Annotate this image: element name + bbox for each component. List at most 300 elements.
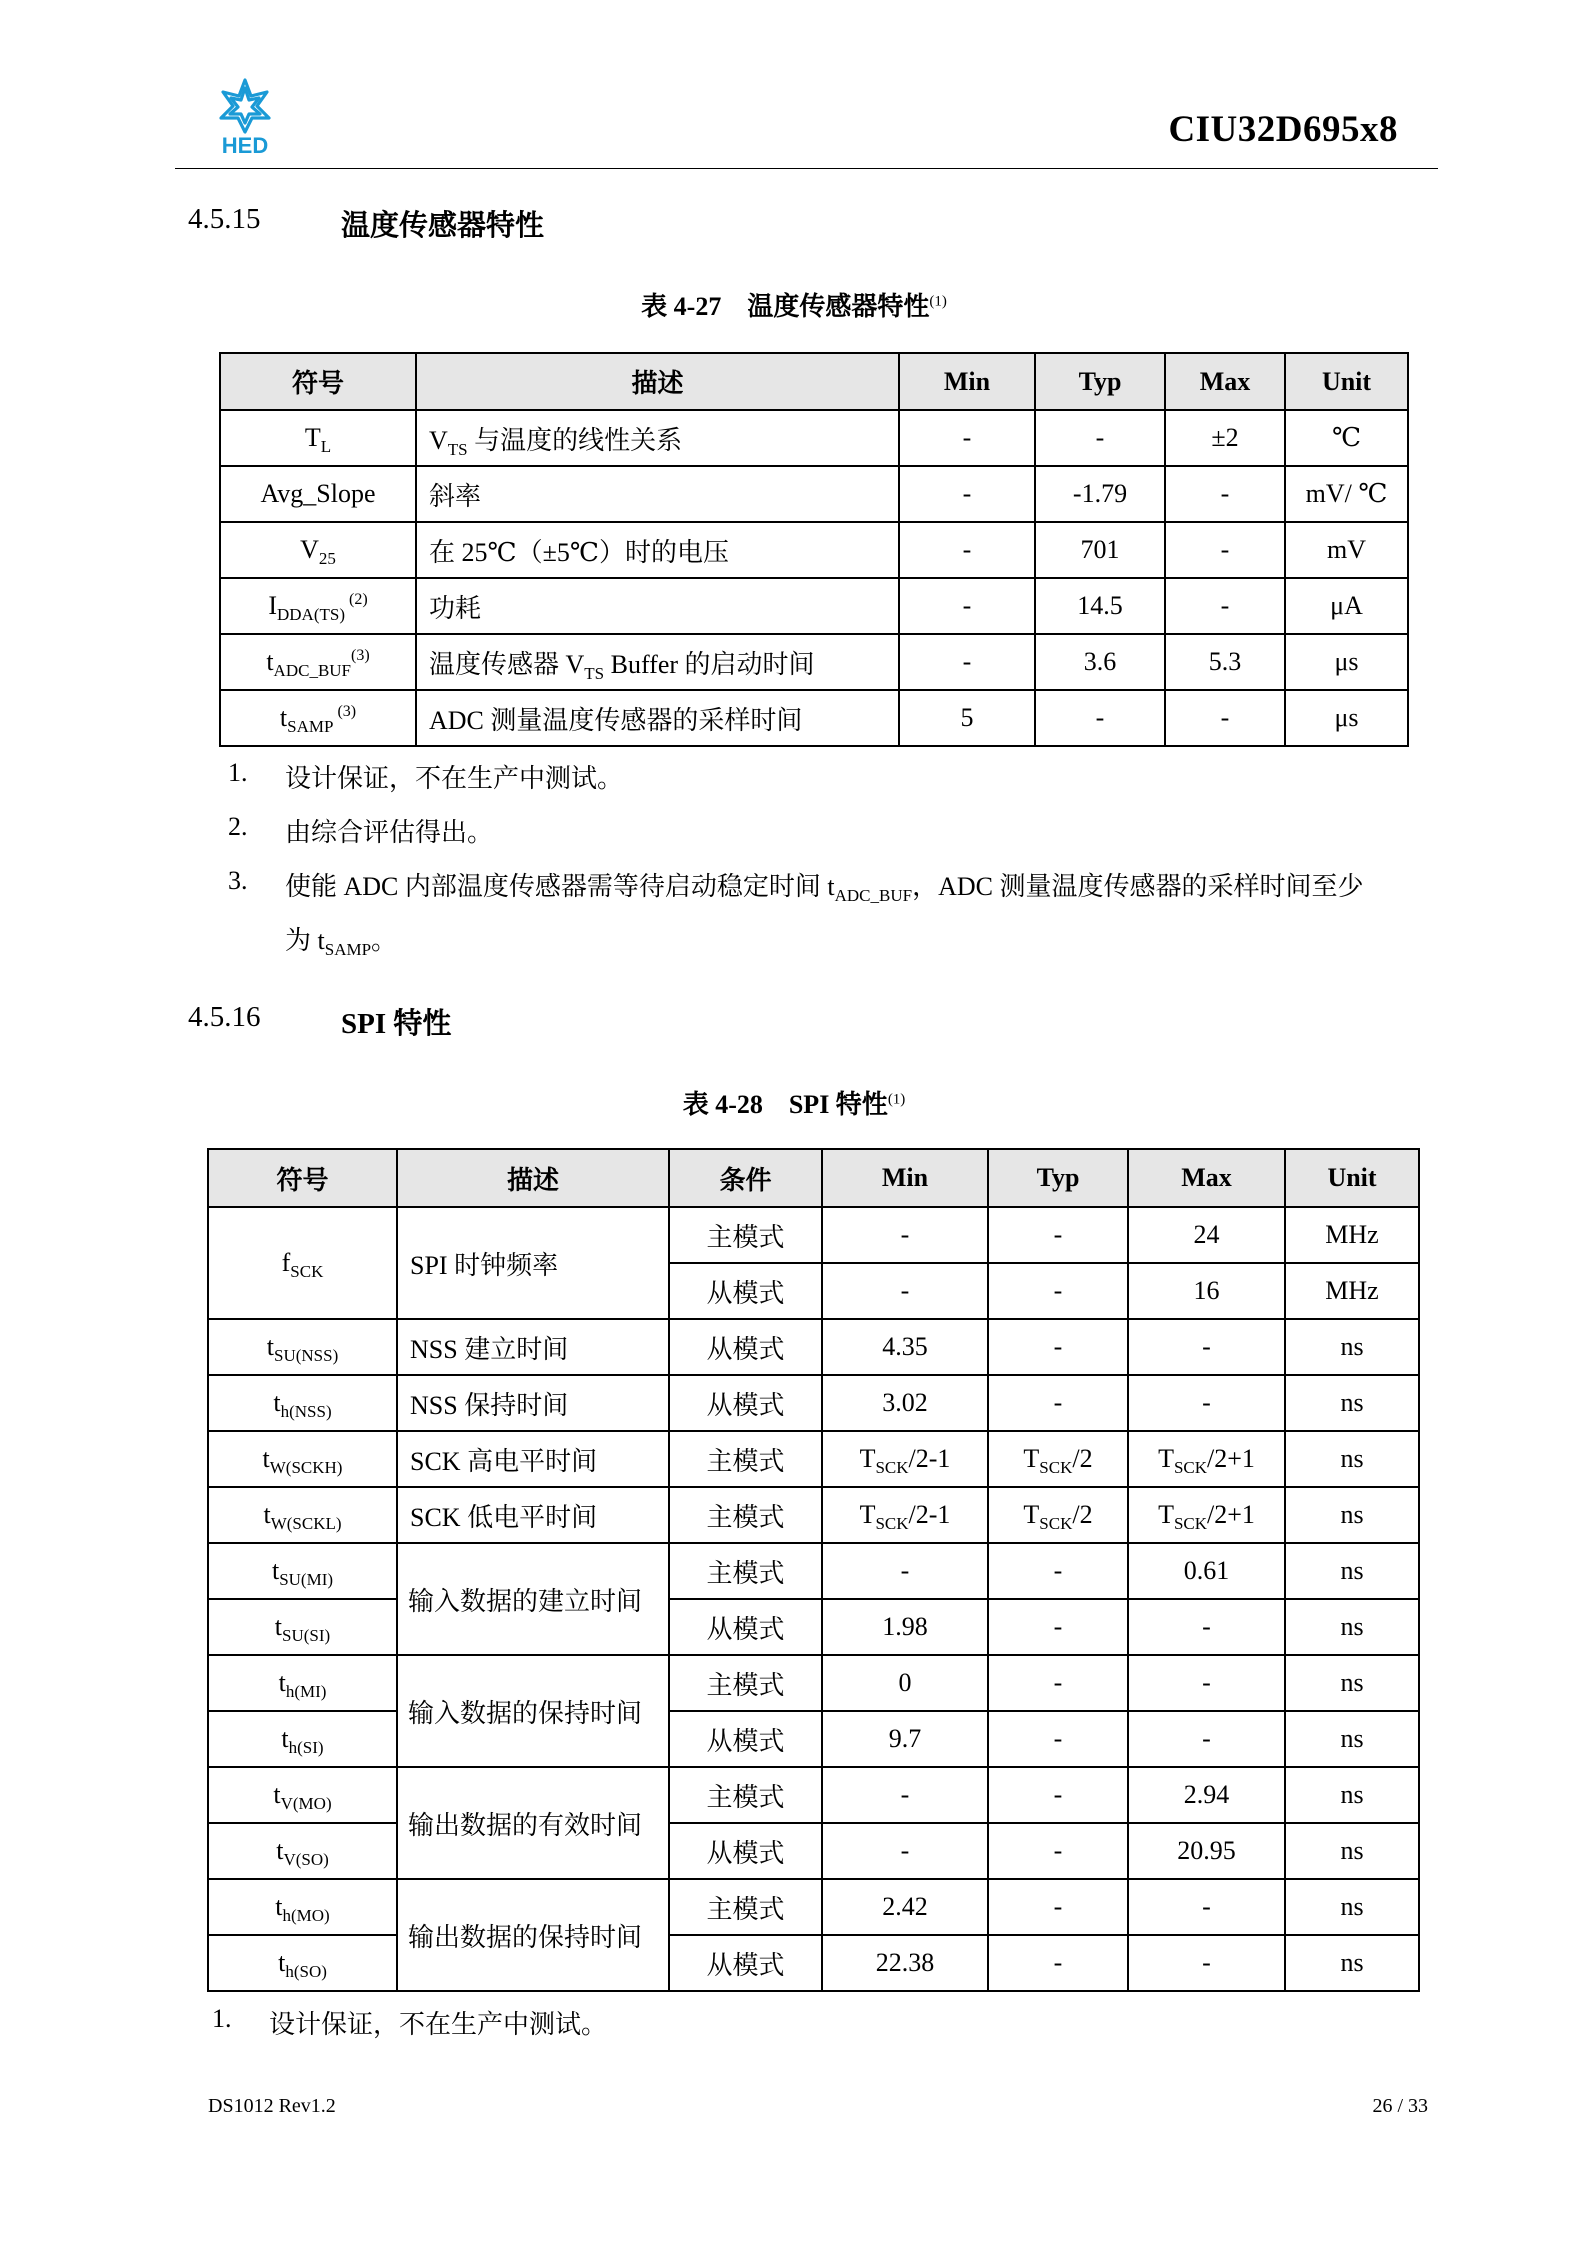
typ-cell: -	[1035, 410, 1165, 466]
unit-cell: μs	[1285, 690, 1408, 746]
min-cell: -	[899, 410, 1035, 466]
condition-cell: 从模式	[669, 1711, 822, 1767]
typ-cell	[988, 1711, 1128, 1767]
symbol-base: t	[273, 1780, 281, 1809]
max-value: -	[1202, 1724, 1211, 1753]
min-cell	[822, 1935, 988, 1991]
table-row	[208, 1319, 1419, 1375]
typ-cell: 3.6	[1035, 634, 1165, 690]
max-cell	[1128, 1879, 1285, 1935]
typ-value: -	[1053, 1332, 1063, 1361]
symbol-cell	[208, 1935, 397, 1991]
symbol-base: t	[279, 703, 288, 732]
condition-cell: 主模式	[669, 1207, 822, 1263]
footnote-number: 3.	[228, 866, 248, 895]
table-row	[208, 1823, 1419, 1879]
symbol-cell	[208, 1711, 397, 1767]
min-cell	[822, 1375, 988, 1431]
min-cell	[822, 1879, 988, 1935]
max-cell	[1128, 1599, 1285, 1655]
unit-cell: ns	[1285, 1487, 1419, 1543]
max-cell: -	[1165, 466, 1285, 522]
symbol-cell	[220, 578, 416, 634]
footer-doc-id: DS1012 Rev1.2	[208, 2095, 336, 2117]
typ-subscript: SCK	[1039, 1514, 1073, 1533]
description-cell: 输出数据的保持时间	[397, 1879, 669, 1991]
description-cell: SCK 高电平时间	[397, 1431, 669, 1487]
symbol-subscript: h(SI)	[288, 1738, 324, 1757]
symbol-subscript: W(SCKL)	[270, 1514, 342, 1533]
min-suffix: /2-1	[908, 1444, 951, 1473]
symbol-base: Avg_Slope	[260, 479, 376, 508]
description-cell: 输出数据的有效时间	[397, 1767, 669, 1879]
min-cell	[822, 1711, 988, 1767]
table-row	[220, 634, 1408, 690]
description-subscript: TS	[584, 663, 605, 683]
table-row	[208, 1767, 1419, 1823]
symbol-cell	[208, 1543, 397, 1599]
max-value: 0.61	[1183, 1556, 1230, 1585]
section-number: 4.5.15	[188, 203, 261, 235]
condition-cell: 主模式	[669, 1431, 822, 1487]
min-value: 4.35	[882, 1332, 928, 1361]
unit-cell: ns	[1285, 1543, 1419, 1599]
min-cell	[822, 1823, 988, 1879]
max-cell	[1128, 1655, 1285, 1711]
footnote-number: 1.	[228, 758, 248, 787]
unit-cell: μs	[1285, 634, 1408, 690]
unit-cell: ns	[1285, 1599, 1419, 1655]
symbol-base: t	[274, 1612, 283, 1641]
symbol-base: t	[266, 647, 274, 676]
section-title: 温度传感器特性	[341, 210, 545, 242]
typ-cell: 14.5	[1035, 578, 1165, 634]
min-value: -	[900, 1780, 910, 1809]
condition-cell: 从模式	[669, 1375, 822, 1431]
symbol-base: t	[278, 1948, 286, 1977]
column-header: 符号	[220, 353, 416, 410]
typ-value: -	[1053, 1220, 1063, 1249]
symbol-subscript: L	[320, 437, 332, 456]
symbol-footnote-ref: (3)	[333, 703, 357, 720]
symbol-base: t	[276, 1836, 284, 1865]
column-header: Typ	[1035, 353, 1165, 410]
column-header: Min	[822, 1149, 988, 1207]
condition-cell: 从模式	[669, 1319, 822, 1375]
description-cell: NSS 保持时间	[397, 1375, 669, 1431]
table-caption-4-28	[0, 1084, 1588, 1121]
max-cell	[1128, 1711, 1285, 1767]
footnote-2	[228, 812, 1428, 852]
column-header: Unit	[1285, 353, 1408, 410]
typ-value: -	[1053, 1948, 1063, 1977]
spi-footnote-1	[212, 2004, 1012, 2044]
footnote-text-part: ，ADC 测量温度传感器的采样时间至少	[912, 872, 1364, 901]
min-cell	[822, 1767, 988, 1823]
table-caption-4-27	[0, 286, 1588, 323]
symbol-subscript: SCK	[290, 1262, 324, 1281]
table-row	[208, 1599, 1419, 1655]
column-header: 条件	[669, 1149, 822, 1207]
column-header: Max	[1128, 1149, 1285, 1207]
min-value: 2.42	[882, 1892, 928, 1921]
typ-value: -	[1053, 1388, 1063, 1417]
condition-cell: 从模式	[669, 1599, 822, 1655]
typ-value: -	[1053, 1668, 1063, 1697]
section-heading-4-5-15	[188, 203, 788, 243]
symbol-cell	[208, 1823, 397, 1879]
typ-value: T	[1023, 1444, 1040, 1473]
symbol-subscript: DDA(TS)	[277, 605, 345, 624]
condition-cell: 主模式	[669, 1879, 822, 1935]
caption-text: 表 4-27 温度传感器特性	[641, 292, 930, 321]
description-text: Buffer 的启动时间	[604, 649, 815, 679]
description-cell	[416, 522, 899, 578]
min-value: -	[900, 1220, 910, 1249]
symbol-cell	[208, 1431, 397, 1487]
condition-cell: 从模式	[669, 1823, 822, 1879]
symbol-subscript: h(MI)	[285, 1682, 327, 1701]
logo-text: HED	[221, 133, 269, 156]
typ-cell: 701	[1035, 522, 1165, 578]
max-value: -	[1202, 1388, 1211, 1417]
max-subscript: SCK	[1173, 1514, 1208, 1533]
symbol-base: t	[266, 1332, 274, 1361]
caption-note-ref: (1)	[929, 293, 947, 310]
symbol-subscript: V(SO)	[283, 1850, 329, 1869]
section-title: SPI 特性	[341, 1008, 452, 1040]
header-divider	[175, 168, 1438, 169]
symbol-base: t	[262, 1444, 270, 1473]
table-row	[220, 690, 1408, 746]
table-row	[208, 1431, 1419, 1487]
symbol-subscript: SU(NSS)	[273, 1346, 339, 1365]
max-cell: -	[1165, 522, 1285, 578]
table-row	[208, 1375, 1419, 1431]
symbol-base: V	[300, 535, 319, 564]
max-cell: 5.3	[1165, 634, 1285, 690]
typ-cell	[988, 1207, 1128, 1263]
max-value: T	[1158, 1500, 1174, 1529]
description-subscript: TS	[447, 439, 468, 459]
min-cell	[822, 1207, 988, 1263]
symbol-base: I	[268, 591, 277, 620]
symbol-base: t	[263, 1500, 271, 1529]
symbol-cell	[208, 1655, 397, 1711]
max-cell	[1128, 1319, 1285, 1375]
max-cell	[1128, 1487, 1285, 1543]
unit-cell: ns	[1285, 1711, 1419, 1767]
max-value: -	[1202, 1892, 1211, 1921]
typ-cell	[988, 1655, 1128, 1711]
typ-value: -	[1053, 1836, 1063, 1865]
typ-cell	[988, 1375, 1128, 1431]
symbol-cell	[208, 1319, 397, 1375]
symbol-cell	[208, 1879, 397, 1935]
symbol-subscript: SAMP	[287, 717, 334, 736]
typ-subscript: SCK	[1039, 1458, 1073, 1477]
typ-value: -	[1053, 1780, 1063, 1809]
symbol-cell	[220, 522, 416, 578]
symbol-base: f	[281, 1248, 291, 1277]
condition-cell: 主模式	[669, 1543, 822, 1599]
max-cell	[1128, 1207, 1285, 1263]
symbol-base: T	[304, 423, 321, 452]
unit-cell: ns	[1285, 1375, 1419, 1431]
symbol-base: t	[271, 1556, 280, 1585]
symbol-cell	[208, 1599, 397, 1655]
typ-cell	[988, 1935, 1128, 1991]
unit-cell: ns	[1285, 1319, 1419, 1375]
unit-cell: MHz	[1285, 1207, 1419, 1263]
symbol-subscript: h(MO)	[282, 1906, 330, 1925]
max-value: 20.95	[1177, 1836, 1236, 1865]
typ-cell: -	[1035, 690, 1165, 746]
min-value: T	[859, 1444, 876, 1473]
max-cell: ±2	[1165, 410, 1285, 466]
symbol-cell	[208, 1207, 397, 1319]
table-row	[208, 1935, 1419, 1991]
table-row	[220, 522, 1408, 578]
symbol-cell	[220, 634, 416, 690]
table-row	[220, 466, 1408, 522]
max-value: -	[1202, 1332, 1211, 1361]
min-cell: -	[899, 634, 1035, 690]
description-text: 斜率	[429, 481, 482, 511]
typ-cell	[988, 1263, 1128, 1319]
min-cell: 5	[899, 690, 1035, 746]
table-row	[208, 1207, 1419, 1263]
table-row	[208, 1543, 1419, 1599]
max-value: 16	[1193, 1276, 1220, 1305]
symbol-cell	[208, 1487, 397, 1543]
min-cell	[822, 1263, 988, 1319]
column-header: 描述	[416, 353, 899, 410]
max-cell: -	[1165, 690, 1285, 746]
symbol-base: t	[278, 1668, 286, 1697]
footer-page-number: 26 / 33	[1372, 2095, 1428, 2117]
typ-cell	[988, 1823, 1128, 1879]
max-value: -	[1202, 1668, 1211, 1697]
description-cell	[416, 410, 899, 466]
table-row	[208, 1487, 1419, 1543]
min-cell	[822, 1655, 988, 1711]
footnote-number: 2.	[228, 812, 248, 841]
max-subscript: SCK	[1173, 1458, 1208, 1477]
footnote-3	[228, 866, 1448, 906]
min-value: 22.38	[875, 1948, 935, 1977]
typ-value: -	[1053, 1892, 1063, 1921]
max-value: T	[1158, 1444, 1174, 1473]
unit-cell: ns	[1285, 1655, 1419, 1711]
unit-cell: ns	[1285, 1935, 1419, 1991]
symbol-subscript: h(NSS)	[280, 1402, 332, 1421]
unit-cell: ℃	[1285, 410, 1408, 466]
typ-cell	[988, 1487, 1128, 1543]
footnote-3-continued	[228, 920, 1428, 960]
symbol-cell	[220, 466, 416, 522]
description-cell: NSS 建立时间	[397, 1319, 669, 1375]
symbol-subscript: ADC_BUF	[273, 661, 352, 680]
footnote-text-part: 。	[371, 926, 398, 955]
description-text: 在 25℃（±5℃）时的电压	[429, 537, 729, 567]
max-cell	[1128, 1823, 1285, 1879]
max-cell: -	[1165, 578, 1285, 634]
column-header: 描述	[397, 1149, 669, 1207]
unit-cell: ns	[1285, 1431, 1419, 1487]
max-cell	[1128, 1543, 1285, 1599]
symbol-footnote-ref: (3)	[351, 647, 370, 664]
unit-cell: mV	[1285, 522, 1408, 578]
min-subscript: SCK	[875, 1514, 909, 1533]
max-cell	[1128, 1263, 1285, 1319]
footnote-subscript: ADC_BUF	[834, 886, 913, 905]
column-header: Min	[899, 353, 1035, 410]
typ-cell	[988, 1599, 1128, 1655]
column-header: 符号	[208, 1149, 397, 1207]
max-suffix: /2+1	[1207, 1500, 1255, 1529]
unit-cell: ns	[1285, 1879, 1419, 1935]
description-cell: 输入数据的建立时间	[397, 1543, 669, 1655]
typ-value: -	[1053, 1276, 1063, 1305]
typ-cell	[988, 1879, 1128, 1935]
symbol-subscript: 25	[318, 549, 336, 568]
footnote-subscript: SAMP	[324, 940, 372, 959]
typ-suffix: /2	[1072, 1444, 1093, 1473]
company-logo	[207, 76, 283, 156]
table-row	[208, 1711, 1419, 1767]
column-header: Unit	[1285, 1149, 1419, 1207]
unit-cell: mV/ ℃	[1285, 466, 1408, 522]
footnote-text	[285, 866, 1364, 903]
max-suffix: /2+1	[1207, 1444, 1255, 1473]
description-cell	[416, 578, 899, 634]
table-row	[220, 578, 1408, 634]
typ-value: -	[1053, 1556, 1063, 1585]
footnote-1	[228, 758, 1428, 798]
symbol-cell	[220, 410, 416, 466]
description-cell: SCK 低电平时间	[397, 1487, 669, 1543]
min-value: -	[900, 1836, 910, 1865]
symbol-base: t	[273, 1388, 281, 1417]
section-heading-4-5-16	[188, 1001, 788, 1041]
description-cell	[416, 634, 899, 690]
typ-value: T	[1023, 1500, 1040, 1529]
description-text: 与温度的线性关系	[467, 425, 683, 455]
typ-value: -	[1053, 1612, 1063, 1641]
max-cell	[1128, 1431, 1285, 1487]
condition-cell: 主模式	[669, 1655, 822, 1711]
symbol-cell	[208, 1375, 397, 1431]
min-value: 1.98	[882, 1612, 928, 1641]
description-cell	[416, 690, 899, 746]
min-cell	[822, 1599, 988, 1655]
typ-suffix: /2	[1072, 1500, 1093, 1529]
typ-cell	[988, 1767, 1128, 1823]
column-header: Max	[1165, 353, 1285, 410]
footnote-text: 设计保证，不在生产中测试。	[269, 2010, 608, 2039]
max-cell	[1128, 1375, 1285, 1431]
footnote-text	[285, 920, 397, 957]
typ-cell	[988, 1319, 1128, 1375]
footnote-text: 设计保证，不在生产中测试。	[285, 764, 624, 793]
symbol-cell	[220, 690, 416, 746]
max-cell	[1128, 1767, 1285, 1823]
spi-characteristics-table	[207, 1148, 1420, 1992]
min-cell: -	[899, 522, 1035, 578]
condition-cell: 从模式	[669, 1935, 822, 1991]
min-value: -	[900, 1556, 910, 1585]
min-subscript: SCK	[875, 1458, 909, 1477]
condition-cell: 主模式	[669, 1767, 822, 1823]
typ-cell	[988, 1431, 1128, 1487]
table-row	[208, 1655, 1419, 1711]
condition-cell: 主模式	[669, 1487, 822, 1543]
symbol-subscript: V(MO)	[280, 1794, 332, 1813]
description-prefix: 温度传感器 V	[429, 649, 585, 679]
max-value: 24	[1193, 1220, 1220, 1249]
caption-note-ref: (1)	[887, 1091, 906, 1108]
description-text: ADC 测量温度传感器的采样时间	[429, 705, 803, 735]
table-row	[208, 1879, 1419, 1935]
table-row	[220, 410, 1408, 466]
description-cell	[416, 466, 899, 522]
footnote-number: 1.	[212, 2004, 232, 2033]
min-value: T	[859, 1500, 876, 1529]
min-value: -	[900, 1276, 910, 1305]
table-header-row	[208, 1149, 1419, 1207]
caption-text: 表 4-28 SPI 特性	[682, 1090, 888, 1119]
symbol-subscript: h(SO)	[285, 1962, 327, 1981]
min-cell	[822, 1319, 988, 1375]
temperature-sensor-table	[219, 352, 1409, 747]
symbol-subscript: SU(SI)	[282, 1626, 331, 1645]
footnote-text-part: 使能 ADC 内部温度传感器需等待启动稳定时间 t	[285, 872, 835, 901]
min-cell: -	[899, 578, 1035, 634]
max-value: -	[1202, 1612, 1211, 1641]
symbol-base: t	[275, 1892, 283, 1921]
table-header-row	[220, 353, 1408, 410]
max-value: 2.94	[1183, 1780, 1230, 1809]
typ-cell	[988, 1543, 1128, 1599]
description-cell: 输入数据的保持时间	[397, 1655, 669, 1767]
document-title: CIU32D695x8	[1168, 109, 1398, 150]
min-cell	[822, 1487, 988, 1543]
description-cell: SPI 时钟频率	[397, 1207, 669, 1319]
unit-cell: μA	[1285, 578, 1408, 634]
min-value: 9.7	[888, 1724, 922, 1753]
symbol-subscript: SU(MI)	[279, 1570, 334, 1589]
min-cell: -	[899, 466, 1035, 522]
unit-cell: ns	[1285, 1767, 1419, 1823]
min-cell	[822, 1543, 988, 1599]
description-prefix: V	[429, 425, 448, 455]
typ-cell: -1.79	[1035, 466, 1165, 522]
min-value: 0	[898, 1668, 912, 1697]
star-logo-icon	[207, 76, 283, 156]
typ-value: -	[1053, 1724, 1063, 1753]
max-value: -	[1202, 1948, 1211, 1977]
symbol-subscript: W(SCKH)	[269, 1458, 343, 1477]
section-number: 4.5.16	[188, 1001, 261, 1033]
description-text: 功耗	[429, 593, 482, 623]
symbol-cell	[208, 1767, 397, 1823]
symbol-footnote-ref: (2)	[345, 591, 368, 608]
min-cell	[822, 1431, 988, 1487]
symbol-base: t	[281, 1724, 289, 1753]
column-header: Typ	[988, 1149, 1128, 1207]
unit-cell: ns	[1285, 1823, 1419, 1879]
